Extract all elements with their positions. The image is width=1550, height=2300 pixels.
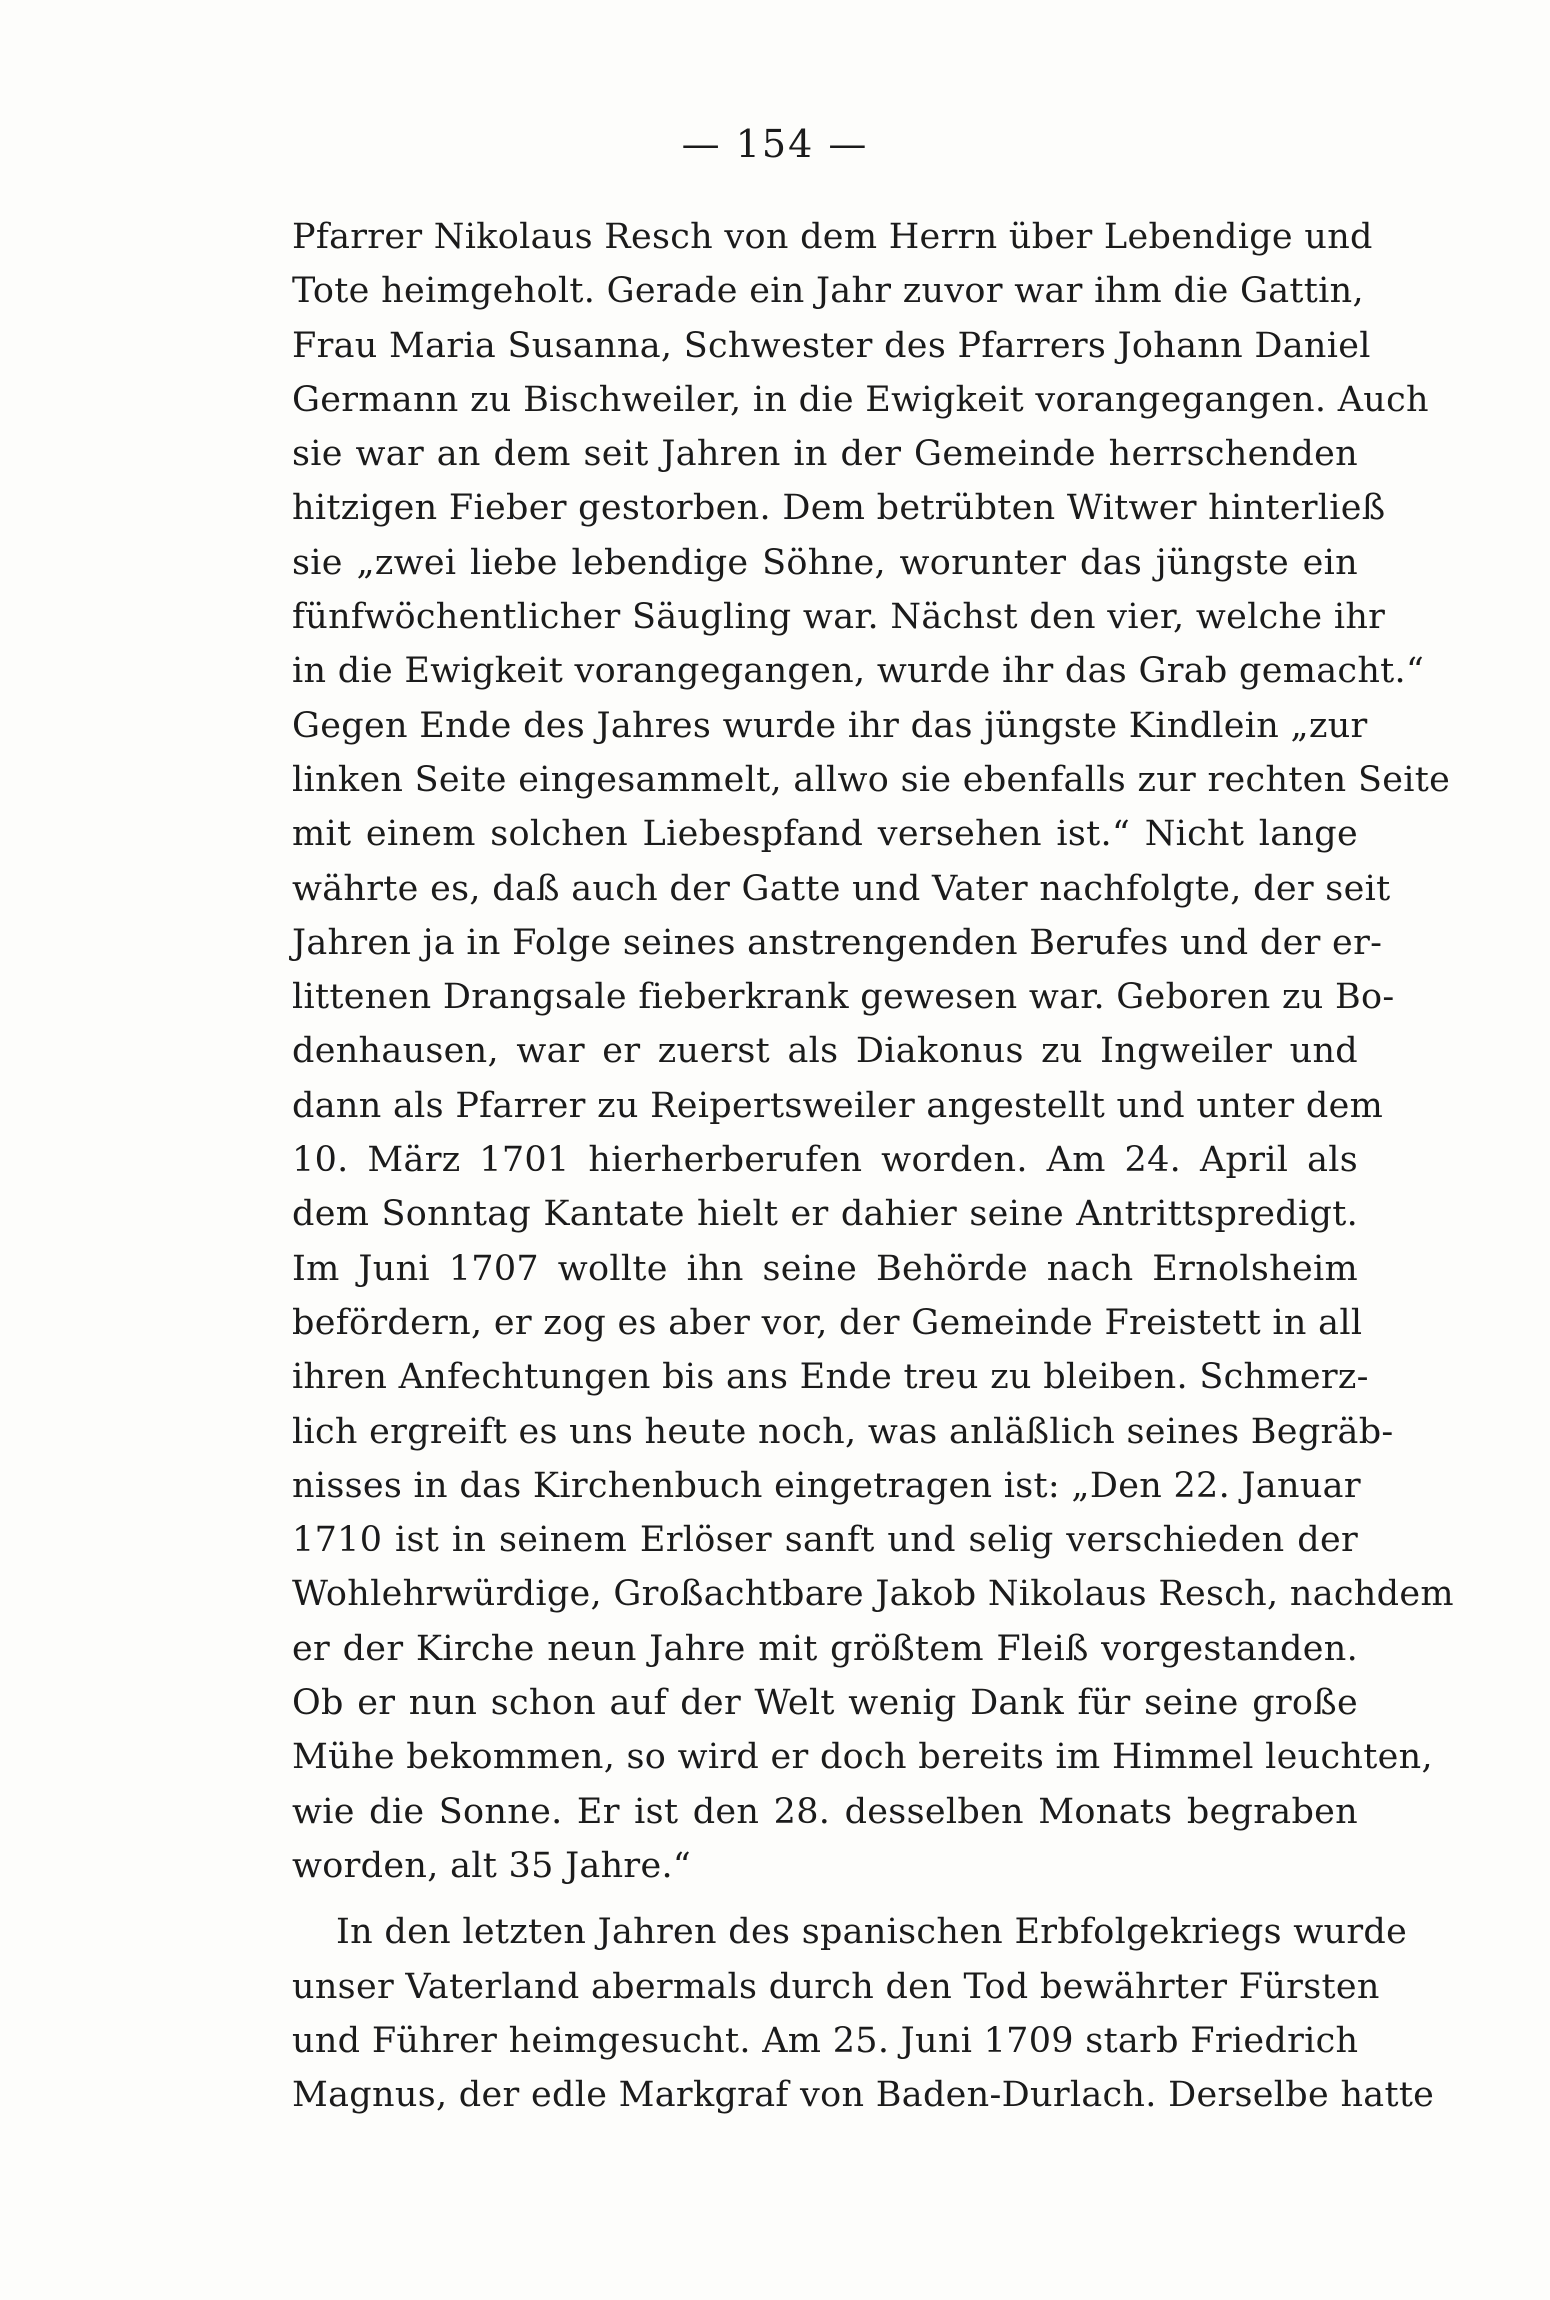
text-line: dann als Pfarrer zu Reipertsweiler angestellt und unter dem (292, 1085, 1384, 1126)
text-line: mit einem solchen Liebespfand versehen ist.“ Nicht lange (292, 814, 1358, 855)
text-line: nisses in das Kirchenbuch eingetragen ist: „Den 22. Januar (292, 1465, 1361, 1506)
text-line: befördern, er zog es aber vor, der Gemeinde Freistett in all (292, 1302, 1363, 1343)
text-line: sie war an dem seit Jahren in der Gemeinde herrschenden (292, 434, 1358, 475)
text-line: Pfarrer Nikolaus Resch von dem Herrn über Lebendige und (292, 217, 1373, 257)
text-line: linken Seite eingesammelt, allwo sie ebenfalls zur rechten Seite (292, 759, 1451, 800)
text-line: Germann zu Bischweiler, in die Ewigkeit vorangegangen. Auch (292, 379, 1429, 420)
paragraph-gap (292, 1893, 1358, 1905)
text-line: und Führer heimgesucht. Am 25. Juni 1709 starb Friedrich (292, 2020, 1359, 2061)
text-line: 1710 ist in seinem Erlöser sanft und selig verschieden der (292, 1520, 1358, 1561)
text-line: wie die Sonne. Er ist den 28. desselben Monats begraben (292, 1791, 1358, 1832)
text-line: Ob er nun schon auf der Welt wenig Dank für seine große (292, 1683, 1358, 1724)
text-line: worden, alt 35 Jahre.“ (292, 1845, 692, 1886)
text-line: sie „zwei liebe lebendige Söhne, worunter das jüngste ein (292, 542, 1358, 583)
text-line: Tote heimgeholt. Gerade ein Jahr zuvor war ihm die Gattin, (292, 271, 1364, 312)
text-line: lich ergreift es uns heute noch, was anläßlich seines Begräb- (292, 1411, 1394, 1452)
text-line: dem Sonntag Kantate hielt er dahier seine Antrittspredigt. (292, 1194, 1358, 1235)
text-line: littenen Drangsale fieberkrank gewesen war. Geboren zu Bo- (292, 977, 1395, 1018)
text-line: Wohlehrwürdige, Großachtbare Jakob Nikolaus Resch, nachdem (292, 1574, 1454, 1615)
paragraph-1 (292, 210, 1454, 1893)
text-line: Jahren ja in Folge seines anstrengenden Berufes und der er- (292, 922, 1383, 963)
text-line: Magnus, der edle Markgraf von Baden-Durlach. Derselbe hatte (292, 2075, 1435, 2116)
text-line: er der Kirche neun Jahre mit größtem Fleiß vorgestanden. (292, 1628, 1358, 1669)
text-line: unser Vaterland abermals durch den Tod bewährter Fürsten (292, 1966, 1380, 2007)
text-line: währte es, daß auch der Gatte und Vater nachfolgte, der seit (292, 868, 1391, 909)
text-line: hitzigen Fieber gestorben. Dem betrübten Witwer hinterließ (292, 488, 1386, 529)
body-text (292, 210, 1454, 2122)
text-line: Gegen Ende des Jahres wurde ihr das jüngste Kindlein „zur (292, 705, 1368, 746)
text-line: 10. März 1701 hierherberufen worden. Am 24. April als (292, 1140, 1358, 1181)
text-line: in die Ewigkeit vorangegangen, wurde ihr das Grab gemacht.“ (292, 651, 1425, 692)
text-line: In den letzten Jahren des spanischen Erbfolgekriegs wurde (336, 1912, 1408, 1953)
text-line: Mühe bekommen, so wird er doch bereits im Himmel leuchten, (292, 1737, 1433, 1778)
paragraph-2 (292, 1905, 1435, 2122)
text-line: Im Juni 1707 wollte ihn seine Behörde nach Ernolsheim (292, 1248, 1358, 1289)
text-line: ihren Anfechtungen bis ans Ende treu zu bleiben. Schmerz- (292, 1357, 1369, 1398)
text-line: denhausen, war er zuerst als Diakonus zu Ingweiler und (292, 1031, 1358, 1072)
page-number: — 154 — (681, 122, 869, 166)
text-line: fünfwöchentlicher Säugling war. Nächst den vier, welche ihr (292, 597, 1386, 638)
text-line: Frau Maria Susanna, Schwester des Pfarrers Johann Daniel (292, 325, 1371, 366)
